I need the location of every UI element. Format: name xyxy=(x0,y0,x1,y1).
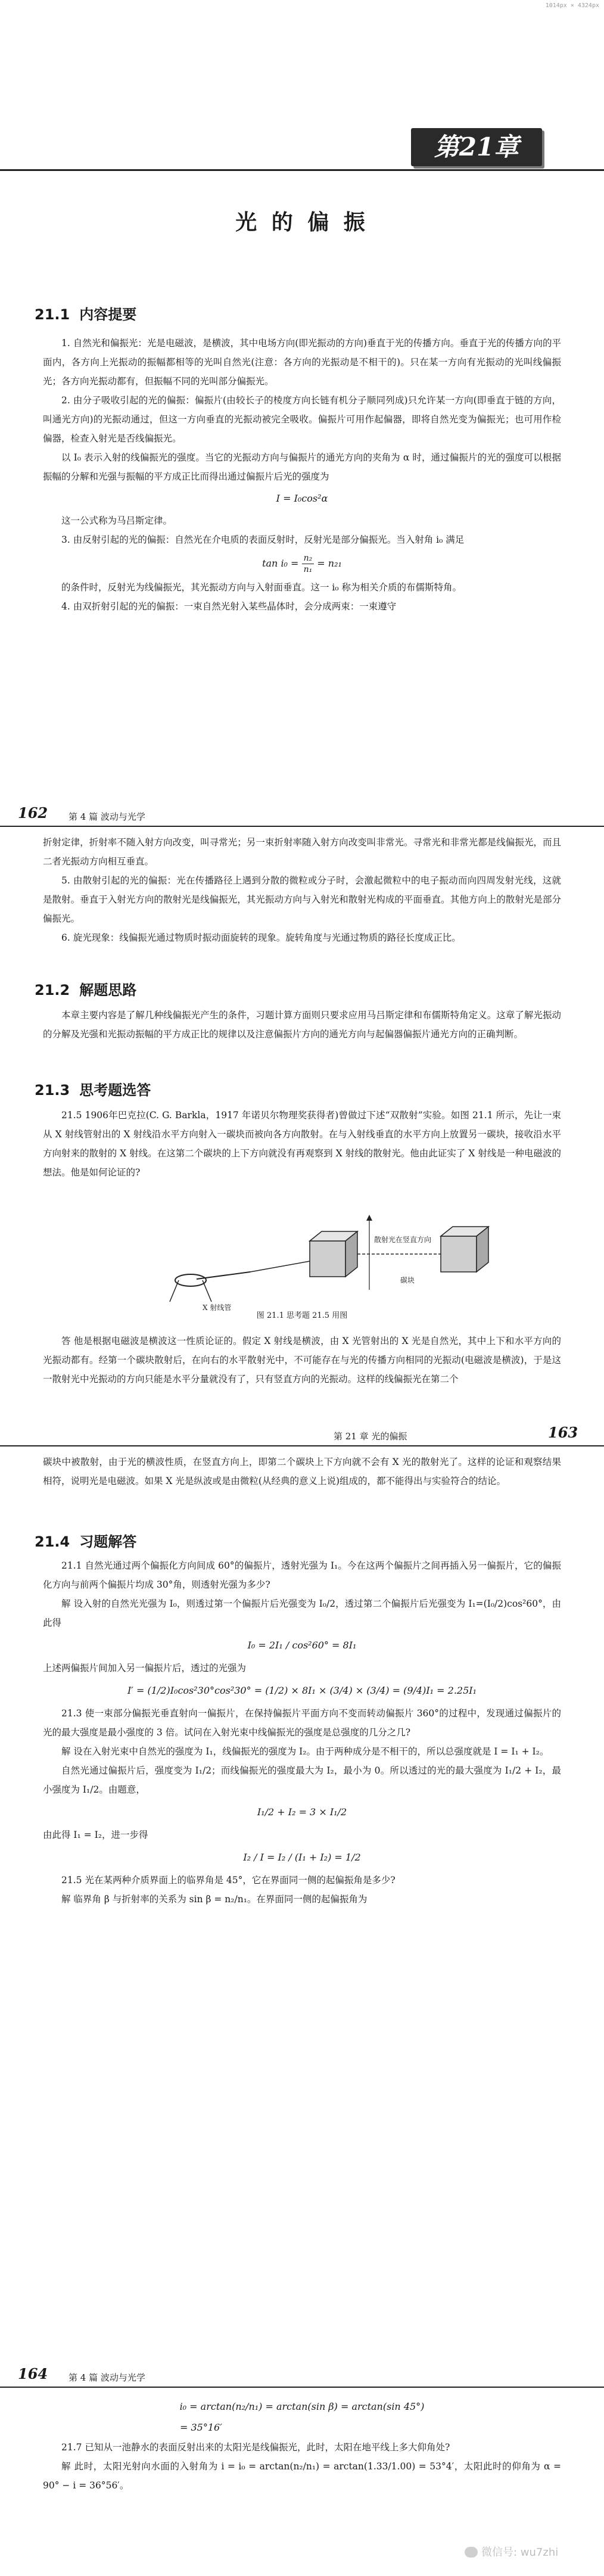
page-2-answer xyxy=(43,1331,561,1389)
page-number: 162 xyxy=(18,804,48,822)
paragraph: 这一公式称为马吕斯定律。 xyxy=(61,515,173,526)
carbon-block-2-icon xyxy=(441,1227,488,1272)
page-2-body-b xyxy=(43,1006,561,1044)
chapter-rule xyxy=(0,169,604,171)
paragraph: 5. 由散射引起的光的偏振：光在传播路径上遇到分散的微粒或分子时，会激起微粒中的电子振动而向四周发射光线，这就是散射。垂直于入射光方向的散射光是线偏振光，其光振动方向与入射光和散射光构成的平面垂直。其他方向上的散射光是部分偏振光。 xyxy=(43,875,561,924)
solution: 解 临界角 β 与折射率的关系为 sin β = n₂/n₁。在界面同一侧的起偏振角为 xyxy=(61,1894,368,1905)
paragraph: 1. 自然光和偏振光：光是电磁波，是横波，其中电场方向(即光振动的方向)垂直于光的传播方向。垂直于光的传播方向的平面内，各方向上光振动的振幅都相等的光叫自然光(注意：各方向的光振动是不相干的)。只在某一方向有光振动的光叫线偏振光；各方向光振动都有，但振幅不同的光叫部分偏振光。 xyxy=(43,338,561,387)
section-number: 21.2 xyxy=(35,982,70,998)
solution: 解 此时，太阳光射向水面的入射角为 i = i₀ = arctan(n₂/n₁) = arctan(1.33/1.00) = 53°4′，太阳此时的仰角为 α = 90° − i = 36°56′。 xyxy=(43,2461,561,2491)
section-title: 习题解答 xyxy=(79,1533,137,1550)
paragraph: 上述两偏振片间加入另一偏振片后，透过的光强为 xyxy=(43,1663,247,1673)
figure-caption: 图 21.1 思考题 21.5 用图 xyxy=(256,1311,348,1320)
wechat-icon xyxy=(465,2547,478,2558)
section-heading xyxy=(35,303,136,323)
problem: 21.5 光在某两种介质界面上的临界角是 45°，它在界面同一侧的起偏振角是多少? xyxy=(61,1875,396,1886)
page-2-body-c xyxy=(43,1106,561,1182)
header-rule xyxy=(0,1445,604,1446)
page-number: 164 xyxy=(18,2365,48,2382)
header-rule xyxy=(0,826,604,827)
equation-brewster xyxy=(43,549,561,578)
page-3-body-a xyxy=(43,1452,561,1491)
figure-21-1 xyxy=(0,1206,604,1314)
paragraph: 本章主要内容是了解几种线偏振光产生的条件，习题计算方面则只要求应用马吕斯定律和布儒斯特角定义。这章了解光振动的分解及光强和光振动振幅的平方成正比的规律以及注意偏振片方向的通光方向与起偏器偏振片通光方向的正确判断。 xyxy=(43,1010,561,1040)
equation: = 35°16′ xyxy=(180,2422,222,2433)
equation: I₁/2 + I₂ = 3 × I₁/2 xyxy=(257,1806,347,1818)
running-head: 第 21 章 光的偏振 xyxy=(334,1431,407,1442)
paragraph: 以 I₀ 表示入射的线偏振光的强度。当它的光振动方向与偏振片的通光方向的夹角为 α 时，通过偏振片的光的强度可以根据振幅的分解和光强与振幅的平方成正比而得出通过偏振片后光的强度为 xyxy=(43,452,561,482)
solution: 解 设在入射光束中自然光的强度为 I₁，线偏振光的强度为 I₂。由于两种成分是不相干的，所以总强度就是 I = I₁ + I₂。 xyxy=(61,1746,549,1757)
equation: I = I₀cos²α xyxy=(276,493,328,504)
page-2-lower xyxy=(0,1206,604,1394)
answer: 答 他是根据电磁波是横波这一性质论证的。假定 X 射线是横波，由 X 光管射出的 X 光是自然光，其中上下和水平方向的光振动都有。经第一个碳块散射后，在向右的水平散射光中，不可能存在与光的传播方向相同的光振动(电磁波是横波)，于是这一散射光中光振动的方向只能是水平分量就没有了，只有竖直方向的光振动。这样的线偏振光在第二个 xyxy=(43,1336,561,1385)
fraction-numerator: n₂ xyxy=(302,553,315,564)
section-number: 21.3 xyxy=(35,1082,70,1099)
fig-label-top: 散射光在竖直方向 xyxy=(374,1236,432,1244)
page-2-body-a xyxy=(43,833,561,947)
page-1 xyxy=(0,0,604,769)
chapter-title: 光 的 偏 振 xyxy=(235,210,369,235)
section-number: 21.4 xyxy=(35,1533,70,1550)
size-label: 1014px × 4324px xyxy=(545,2,599,9)
watermark-text: 微信号: wu7zhi xyxy=(481,2546,559,2559)
section-heading xyxy=(35,1078,151,1099)
equation: I₀ = 2I₁ / cos²60° = 8I₁ xyxy=(247,1639,357,1651)
fraction xyxy=(302,553,315,575)
eq-right: = n₂₁ xyxy=(317,558,342,569)
page-number: 163 xyxy=(548,1424,578,1441)
page-4-body xyxy=(43,2396,561,2495)
watermark xyxy=(465,2544,558,2559)
running-head: 第 4 篇 波动与光学 xyxy=(69,811,145,822)
paragraph: 2. 由分子吸收引起的光的偏振：偏振片(由较长子的棱度方向长链有机分子顺同列成)只允许某一方向(即垂直于链的方向，叫通光方向)的光振动通过，但这一方向垂直的光振动被完全吸收。偏振片可用作起偏器，即将自然光变为偏振光；也可用作检偏器，检查入射光是否线偏振光。 xyxy=(43,395,561,444)
section-title: 解题思路 xyxy=(79,982,137,998)
problem: 21.7 已知从一池静水的表面反射出来的太阳光是线偏振光，此时，太阳在地平线上多大仰角处? xyxy=(61,2442,450,2453)
solution: 解 设入射的自然光光强为 I₀，则透过第一个偏振片后光强变为 I₀/2，透过第二个偏振片后光强变为 I₁=(I₀/2)cos²60°，由此得 xyxy=(43,1598,561,1628)
carbon-block-1-icon xyxy=(310,1231,357,1277)
chapter-badge-text: 第21章 xyxy=(434,132,519,161)
header-rule xyxy=(0,2387,604,2388)
page-1-body xyxy=(43,334,561,616)
equation: I′ = (1/2)I₀cos²30°cos²30° = (1/2) × 8I₁ × (3/4) × (3/4) = (9/4)I₁ = 2.25I₁ xyxy=(127,1685,477,1696)
incident-beam xyxy=(250,1261,310,1272)
paragraph: 3. 由反射引起的光的偏振：自然光在介电质的表面反射时，反射光是部分偏振光。当入射角 i₀ 满足 xyxy=(61,534,465,545)
section-heading xyxy=(35,1530,136,1551)
chapter-badge xyxy=(411,128,542,166)
paragraph: 自然光通过偏振片后，强度变为 I₁/2；而线偏振光的强度最大为 I₂，最小为 0。所以透过的光的最大强度为 I₁/2 + I₂，最小强度为 I₁/2。由题意， xyxy=(43,1765,561,1795)
equation: I₂ / I = I₂ / (I₁ + I₂) = 1/2 xyxy=(243,1852,361,1863)
paragraph: 碳块中被散射，由于光的横波性质，在竖直方向上，即第二个碳块上下方向就不会有 X 光的散射光了。这样的论证和观察结果相符，说明光是电磁波。如果 X 光是纵波或是由微粒(从经典的意义上说)组成的，都不能得出与实验符合的结论。 xyxy=(43,1457,561,1486)
equation: i₀ = arctan(n₂/n₁) = arctan(sin β) = arctan(sin 45°) xyxy=(179,2401,425,2412)
fig-label-tube: X 射线管 xyxy=(203,1303,232,1312)
fig-label-carbon: 碳块 xyxy=(400,1276,415,1284)
paragraph: 的条件时，反射光为线偏振光，其光振动方向与入射面垂直。这一 i₀ 称为相关介质的布儒斯特角。 xyxy=(61,582,462,593)
paragraph: 折射定律，折射率不随入射方向改变，叫寻常光；另一束折射率随入射方向改变叫非常光。寻常光和非常光都是线偏振光，而且二者光振动方向相互垂直。 xyxy=(43,837,561,867)
paragraph: 6. 旋光现象：线偏振光通过物质时振动面旋转的现象。旋转角度与光通过物质的路径长度成正比。 xyxy=(61,932,461,943)
paragraph: 4. 由双折射引起的光的偏振：一束自然光射入某些晶体时，会分成两束：一束遵守 xyxy=(61,601,397,612)
question: 21.5 1906年巴克拉(C. G. Barkla，1917 年诺贝尔物理奖获得者)曾做过下述“双散射”实验。如图 21.1 所示，先让一束从 X 射线管射出的 X 射线沿水平方向射入一碳块而被向各方向散射。在与入射线垂直的水平方向上放置另一碳块，接收沿水平方向射来的散射的 X 射线。在这第二个碳块的上下方向就没有再观察到 X 射线的散射光。他由此证实了 X 射线是一种电磁波的想法。他是如何论证的? xyxy=(43,1110,561,1178)
fraction-denominator: n₁ xyxy=(303,565,313,574)
section-number: 21.1 xyxy=(35,306,70,323)
section-title: 思考题选答 xyxy=(79,1082,151,1099)
problem: 21.3 使一束部分偏振光垂直射向一偏振片，在保持偏振片平面方向不变而转动偏振片 360°的过程中，发现通过偏振片的光的最大强度是最小强度的 3 倍。试问在入射光束中线偏振光的强度是总强度的几分之几? xyxy=(43,1708,561,1738)
page-3-body-b xyxy=(43,1556,561,1909)
paragraph: 由此得 I₁ = I₂，进一步得 xyxy=(43,1830,148,1840)
running-head: 第 4 篇 波动与光学 xyxy=(69,2372,145,2383)
x-ray-tube-icon xyxy=(170,1272,250,1302)
page-4 xyxy=(0,2359,604,2576)
eq-left: tan i₀ = xyxy=(262,558,299,569)
section-heading xyxy=(35,978,136,999)
section-title: 内容提要 xyxy=(79,306,137,323)
problem: 21.1 自然光通过两个偏振化方向间成 60°的偏振片，透射光强为 I₁。今在这两个偏振片之间再插入另一偏振片，它的偏振化方向与前两个偏振片均成 30°角，则透射光强为多少? xyxy=(43,1560,561,1590)
page-3 xyxy=(0,1418,604,2127)
